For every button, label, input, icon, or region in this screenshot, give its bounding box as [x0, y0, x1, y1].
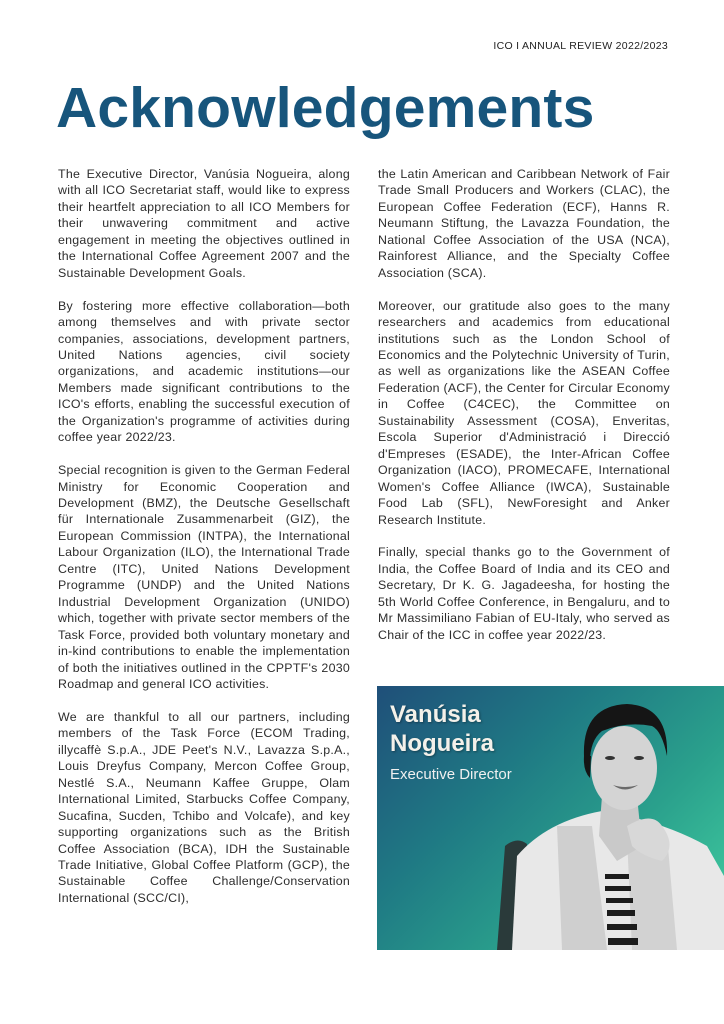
paragraph: We are thankful to all our partners, including members of the Task Force (ECOM Trading, illycaffè S.p.A., JDE Peet's N.V., Lavazza S.p.A., Louis Dreyfus Company, Mercon Coffee Group, Nestlé S.A., Neumann Kaffee Gruppe, Olam International Limited, Starbucks Coffee Company, Sucafina, Sucden, Tchibo and Volcafe), and key supporting organizations such as the British Coffee Association (BCA), IDH the Sustainable Trade Initiative, Global Coffee Platform (GCP), the Sustainable Coffee Challenge/Conservation International (SCC/CI), [58, 709, 350, 905]
profile-name [390, 700, 494, 758]
profile-last-name: Nogueira [390, 730, 495, 757]
paragraph: The Executive Director, Vanúsia Nogueira, along with all ICO Secretariat staff, would like to express their heartfelt appreciation to all ICO Members for their unwavering commitment and active engagement in meeting the objectives outlined in the International Coffee Agreement 2007 and the Sustainable Development Goals. [58, 167, 350, 280]
page-title: Acknowledgements [56, 76, 595, 140]
paragraph: Finally, special thanks go to the Government of India, the Coffee Board of India and its CEO and Secretary, Dr K. G. Jagadeesha, for hosting the 5th World Coffee Conference, in Bengaluru, and to Mr Massimiliano Fabian of EU-Italy, who served as Chair of the ICC in coffee year 2022/23. [378, 545, 670, 642]
paragraph: By fostering more effective collaboration—both among themselves and with private sector companies, associations, development partners, United Nations agencies, civil society organizations, and academic institutions—our Members made significant contributions to the ICO's efforts, enabling the successful execution of the Organization's programme of activities during coffee year 2022/23. [58, 298, 350, 445]
paragraph: Special recognition is given to the German Federal Ministry for Economic Cooperation and Development (BMZ), the Deutsche Gesellschaft für Internationale Zusammenarbeit (GIZ), the European Commission (INTPA), the International Labour Organization (ILO), the International Trade Centre (ITC), United Nations Development Programme (UNDP) and the United Nations Industrial Development Organization (UNIDO) which, together with private sector members of the Task Force, provided both voluntary monetary and in-kind contributions to enable the implementation of both the initiatives outlined in the CPPTF's 2030 Roadmap and general ICO activities. [58, 463, 350, 692]
paragraph: the Latin American and Caribbean Network of Fair Trade Small Producers and Workers (CLAC), the European Coffee Federation (ECF), Hanns R. Neumann Stiftung, the Lavazza Foundation, the National Coffee Association of the USA (NCA), Rainforest Alliance, and the Specialty Coffee Association (SCA). [378, 167, 670, 280]
executive-director-portrait [377, 686, 724, 950]
right-column [378, 166, 670, 660]
profile-first-name: Vanúsia [390, 701, 481, 728]
left-column [58, 166, 350, 923]
paragraph: Moreover, our gratitude also goes to the many researchers and academics from educational institutions such as the London School of Economics and the Polytechnic University of Turin, as well as organizations like the ASEAN Coffee Federation (ACF), the Center for Circular Economy in Coffee (C4CEC), the Committee on Sustainability Assessment (COSA), Enveritas, Escola Superior d'Administració i Direcció d'Empreses (ESADE), the Inter-African Coffee Organization (IACO), PROMECAFE, International Women's Coffee Alliance (IWCA), Sustainable Food Lab (SFL), NewForesight and Anker Research Institute. [378, 298, 670, 527]
running-header: ICO I ANNUAL REVIEW 2022/2023 [493, 40, 668, 52]
profile-role: Executive Director [390, 766, 512, 783]
